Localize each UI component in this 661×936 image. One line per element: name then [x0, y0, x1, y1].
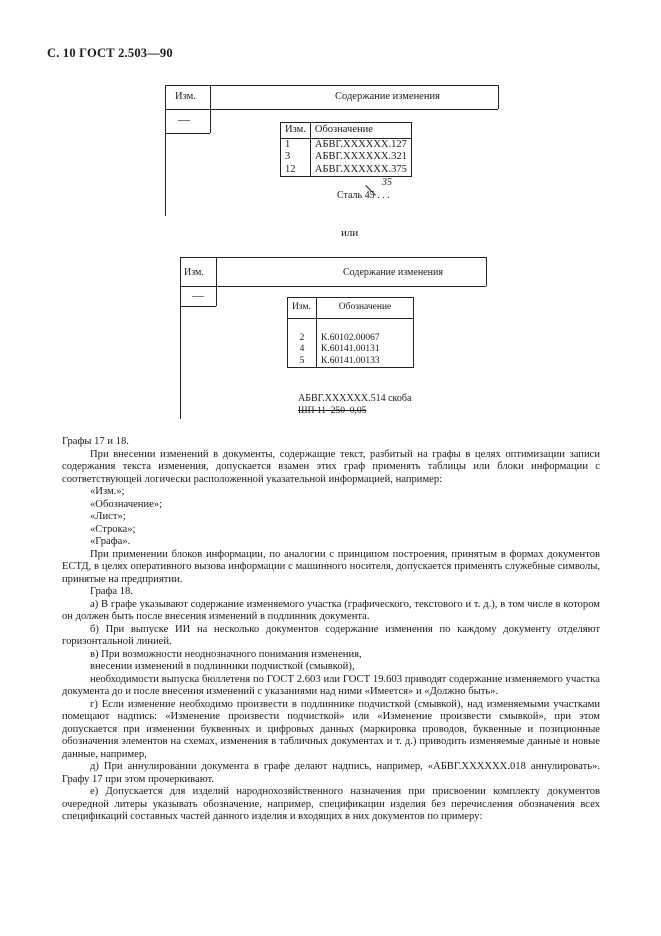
table-cell	[317, 318, 414, 333]
table-header-cell: Изм.	[281, 123, 311, 139]
table-row	[288, 344, 414, 356]
table-cell: 1	[281, 138, 311, 151]
table-cell: 3	[281, 151, 311, 164]
table-row	[281, 138, 412, 151]
paragraph: Графа 18.	[90, 586, 133, 597]
list-item: «Обозначение»;	[90, 498, 163, 510]
paragraph: е) Допускается для изделий народнохозяйственного назначения при присвоении комплекту документов очередной литеры указывать обозначение, например, спецификации изделия без перечисления обозначения всех спецификаций составных частей данного изделия и входящих в них документов по примеру:	[62, 786, 600, 822]
paragraph: а) В графе указывают содержание изменяемого участка (графического, текстового и т. д.), в том числе в котором он должен быть после внесения изменений в подлинник документа.	[62, 598, 600, 622]
change-form-example-2	[180, 257, 486, 419]
table-row	[281, 164, 412, 177]
table-cell: АБВГ.XXXXXX.321	[310, 151, 411, 164]
dash-mark: —	[178, 112, 190, 126]
struck-note: ШП 11–250–0,05	[298, 406, 367, 416]
paragraph: внесении изменений в подлинники подчисткой (смывкой),	[90, 661, 355, 672]
table-spacer-row	[288, 318, 414, 333]
column-header-izm: Изм.	[175, 91, 196, 102]
list-item: «Строка»;	[90, 523, 136, 535]
part-note: АБВГ.XXXXXX.514 скоба	[298, 393, 412, 404]
table-cell	[288, 318, 317, 333]
body-text	[62, 436, 600, 824]
paragraph: в) При возможности неоднозначного понимания изменения,	[90, 648, 362, 660]
change-form-example-1	[165, 85, 498, 216]
frame-line	[165, 109, 498, 110]
frame-line	[180, 306, 216, 307]
column-header-content: Содержание изменения	[343, 267, 443, 278]
table-cell: 12	[281, 164, 311, 177]
paragraph: б) При выпуске ИИ на несколько документов содержание изменения по каждому документу отделяют горизонтальной линией.	[62, 623, 600, 647]
table-cell: К.60102.00067	[317, 333, 414, 345]
list-item: «Изм.»;	[90, 486, 125, 497]
inner-table	[280, 122, 412, 177]
frame-line	[216, 257, 217, 306]
paragraph: д) При аннулировании документа в графе делают надпись, например, «АБВГ.XXXXXX.018 аннулировать». Графу 17 при этом прочеркивают.	[62, 761, 600, 785]
paragraph: При применении блоков информации, по аналогии с принципом построения, принятым в формах документов ЕСТД, в целях оперативного вызова информации с машинного носителя, допускается применять служебные символы, принятые на предприятии.	[62, 548, 600, 585]
list-item: «Лист»;	[90, 511, 126, 522]
column-header-content: Содержание изменения	[335, 91, 440, 102]
paragraph: г) Если изменение необходимо произвести в подлиннике подчисткой (смывкой), над изменяемыми участками помещают надпись: «Изменение произвести подчисткой» или «Изменение произвести смывкой», при этом допускается при изменении буквенных и цифровых данных (маркировка проводов, буквенные и позиционные обозначения элементов на схемах, изменения в табличных документах и т. д.) приводить изменяемые данные и новые данные, например,	[62, 698, 600, 760]
table-cell: 4	[288, 344, 317, 356]
table-row	[288, 333, 414, 345]
frame-line	[498, 85, 499, 109]
frame-line	[180, 257, 181, 419]
table-cell: АБВГ.XXXXXX.127	[310, 138, 411, 151]
table-header-row	[288, 298, 414, 319]
frame-line	[180, 257, 486, 258]
table-cell: К.60141.00131	[317, 344, 414, 356]
or-separator: или	[341, 227, 359, 239]
table-header-cell: Обозначение	[310, 123, 411, 139]
list-item: «Графа».	[90, 536, 131, 547]
table-cell: 2	[288, 333, 317, 345]
inner-table	[287, 297, 414, 368]
frame-line	[165, 85, 498, 86]
frame-line	[165, 133, 210, 134]
frame-line	[180, 286, 486, 287]
table-cell: К.60141.00133	[317, 356, 414, 368]
table-cell: 5	[288, 356, 317, 368]
table-header-row	[281, 123, 412, 139]
frame-line	[210, 85, 211, 133]
dash-mark: —	[192, 288, 204, 302]
frame-line	[486, 257, 487, 286]
paragraph: При внесении изменений в документы, содержащие текст, разбитый на графы в целях оптимизации записи содержания текста изменения, допускается взамен этих граф применять таблицы или блоки информации с соответствующей логически расположенной указательной информацией, например:	[62, 448, 600, 485]
table-header-cell: Обозначение	[317, 298, 414, 319]
column-header-izm: Изм.	[184, 267, 204, 278]
frame-line	[165, 85, 166, 216]
material-note: Сталь 45 . . .	[337, 190, 390, 201]
paragraph: необходимости выпуска бюллетеня по ГОСТ 2.603 или ГОСТ 19.603 приводят содержание изменяемого участка документа до и после внесения изменений с указаниями над ними «Имеется» и «Должно быть».	[62, 673, 600, 697]
paragraph: Графы 17 и 18.	[62, 436, 129, 447]
replacement-value: 35	[382, 177, 392, 188]
table-row	[288, 356, 414, 368]
table-cell: АБВГ.XXXXXX.375	[310, 164, 411, 177]
table-header-cell: Изм.	[288, 298, 317, 319]
table-row	[281, 151, 412, 164]
page-header: С. 10 ГОСТ 2.503—90	[47, 46, 173, 60]
